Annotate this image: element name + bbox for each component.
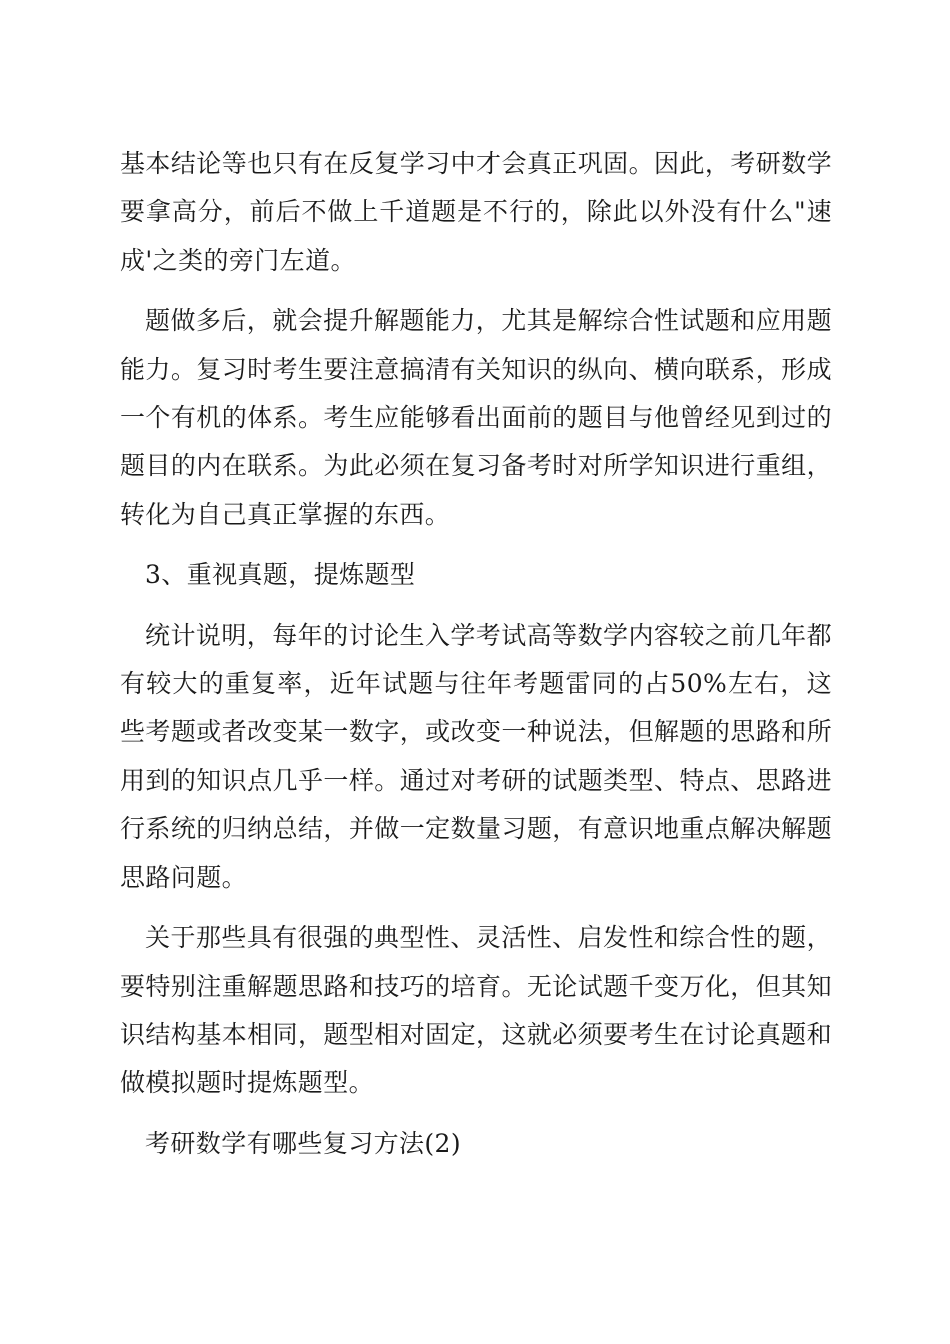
paragraph-typical-problems: 关于那些具有很强的典型性、灵活性、启发性和综合性的题，要特别注重解题思路和技巧的培育。无论试题千变万化，但其知识结构基本相同，题型相对固定，这就必须要考生在讨论真题和做模拟题时提炼题型。 [120, 923, 832, 1098]
section-title-review-methods: 考研数学有哪些复习方法(2) [145, 1128, 462, 1158]
section-heading-real-exams: 3、重视真题，提炼题型 [145, 560, 416, 590]
paragraph-problem-solving: 题做多后，就会提升解题能力，尤其是解综合性试题和应用题能力。复习时考生要注意搞清有关知识的纵向、横向联系，形成一个有机的体系。考生应能够看出面前的题目与他曾经见到过的题目的内在联系。为此必须在复习备考时对所学知识进行重组，转化为自己真正掌握的东西。 [120, 306, 832, 529]
paragraph-statistics: 统计说明，每年的讨论生入学考试高等数学内容较之前几年都有较大的重复率，近年试题与往年考题雷同的占50%左右，这些考题或者改变某一数字，或改变一种说法，但解题的思路和所用到的知识点几乎一样。通过对考研的试题类型、特点、思路进行系统的归纳总结，并做一定数量习题，有意识地重点解决解题思路问题。 [120, 620, 832, 892]
document-page [120, 140, 832, 1180]
paragraph-continuation: 基本结论等也只有在反复学习中才会真正巩固。因此，考研数学要拿高分，前后不做上千道题是不行的，除此以外没有什么"速成'之类的旁门左道。 [120, 149, 832, 275]
